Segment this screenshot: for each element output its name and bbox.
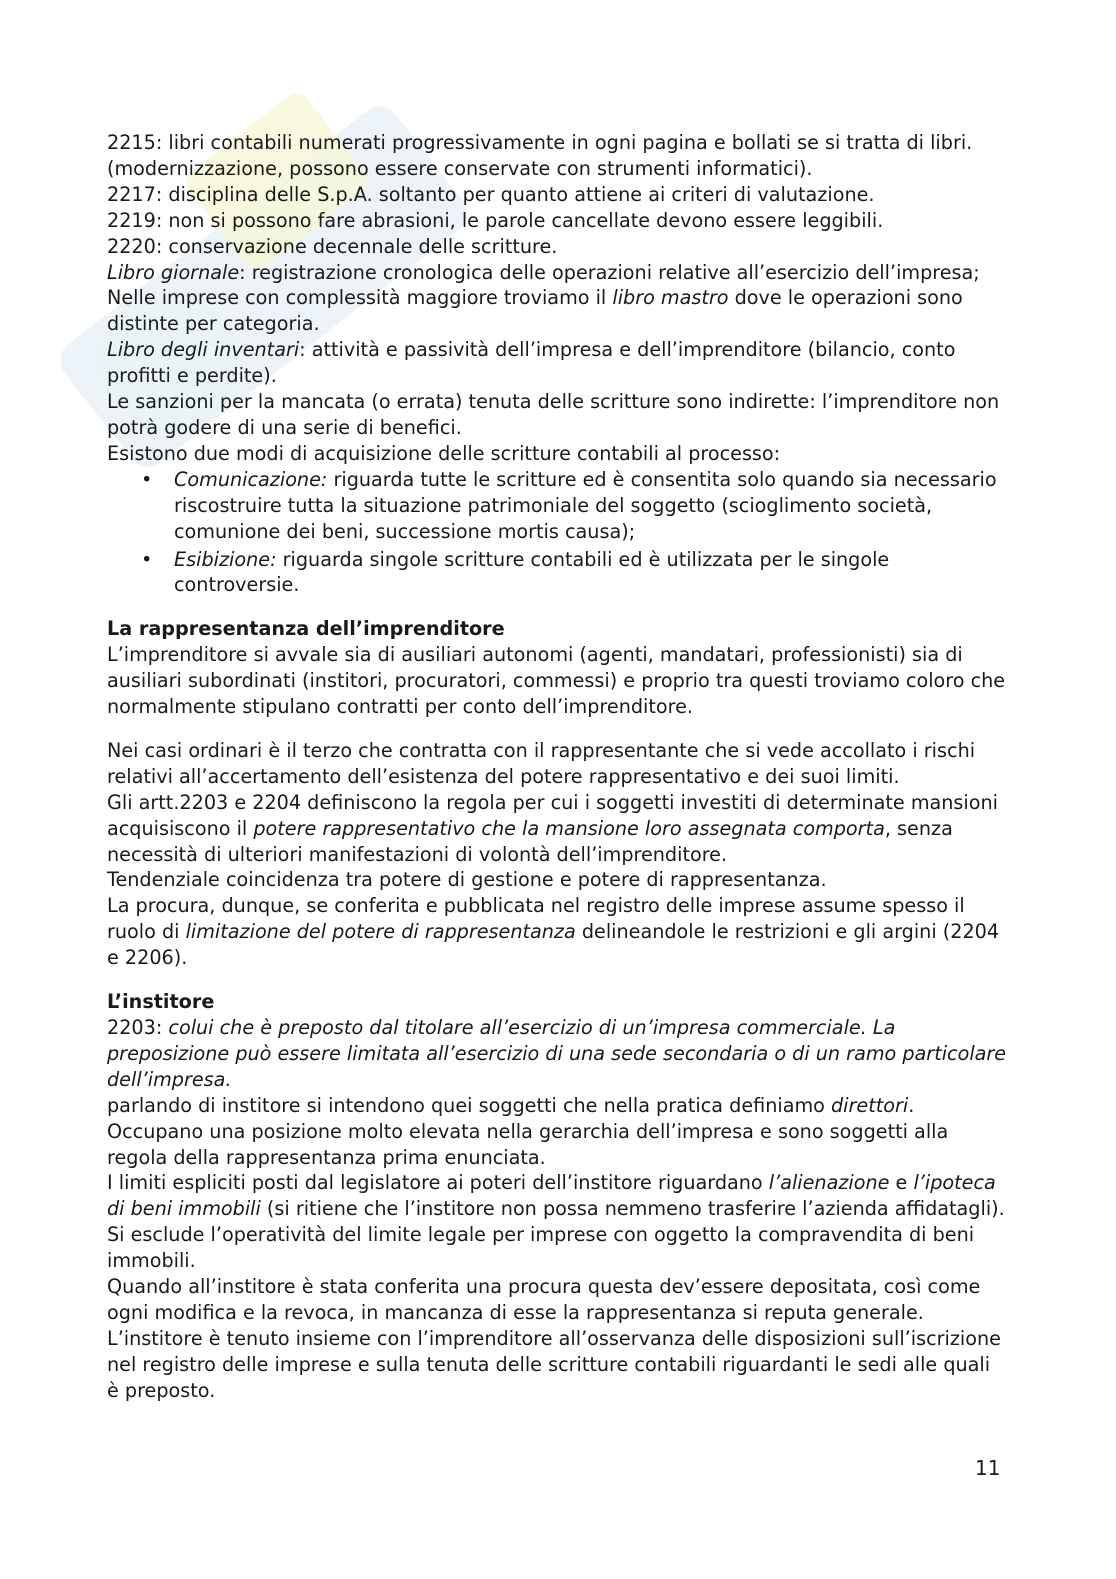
para-2217: 2217: disciplina delle S.p.A. soltanto per quanto attiene ai criteri di valutazione. bbox=[107, 182, 875, 206]
term-libro-inventari: Libro degli inventari bbox=[107, 338, 300, 362]
para-direttori: parlando di institore si intendono quei soggetti che nella pratica definiamo direttori. bbox=[107, 1093, 915, 1117]
list-item: • Comunicazione: riguarda tutte le scritture ed è consentita solo quando sia necessario riscostruire tutta la situazione patrimoniale del soggetto (scioglimento società, comunione dei beni, successione mortis causa); bbox=[141, 467, 997, 543]
para-acquisizione: Esistono due modi di acquisizione delle scritture contabili al processo: bbox=[107, 441, 781, 465]
para-2203: 2203: colui che è preposto dal titolare all’esercizio di un’impresa commerciale. La preposizione può essere limitata all’esercizio di una sede secondaria o di un ramo particolare dell’impresa. bbox=[107, 1016, 1007, 1091]
para-2219: 2219: non si possono fare abrasioni, le parole cancellate devono essere leggibili. bbox=[107, 208, 884, 232]
para-2220: 2220: conservazione decennale delle scritture. bbox=[107, 234, 558, 258]
para-coincidenza: Tendenziale coincidenza tra potere di gestione e potere di rappresentanza. bbox=[107, 868, 827, 892]
para-limiti: I limiti espliciti posti dal legislatore ai poteri dell’institore riguardano l’alienazione e l’ipoteca di beni immobili (si ritiene che l’institore non possa nemmeno trasferire l’azienda affidatagli). Si esclude l’operatività del limite legale per imprese con oggetto la compravendita di beni immobili. bbox=[107, 1171, 1005, 1273]
para-procura: La procura, dunque, se conferita e pubblicata nel registro delle imprese assume spesso il ruolo di limitazione del potere di rappresentanza delineandole le restrizioni e gli argini (2204 e 2206). bbox=[107, 894, 1000, 970]
para-2215: 2215: libri contabili numerati progressivamente in ogni pagina e bollati se si tratta di libri. (modernizzazione, possono essere conservate con strumenti informatici). bbox=[107, 131, 973, 180]
para-libro-giornale: Libro giornale: registrazione cronologica delle operazioni relative all’esercizio dell’impresa; Nelle imprese con complessità maggiore troviamo il libro mastro dove le operazioni sono distinte per categoria. bbox=[107, 260, 980, 336]
heading-institore: L’institore bbox=[107, 990, 215, 1014]
para-procura-depositata: Quando all’institore è stata conferita una procura questa dev’essere depositata, così come ogni modifica e la revoca, in mancanza di esse la rappresentanza si reputa generale. L’institore è tenuto insieme con l’imprenditore all’osservanza delle disposizioni sull’iscrizione nel registro delle imprese e sulla tenuta delle scritture contabili riguardanti le sedi alle quali è preposto. bbox=[107, 1275, 1001, 1402]
para-casi-ordinari: Nei casi ordinari è il terzo che contratta con il rappresentante che si vede accollato i rischi relativi all’accertamento dell’esistenza del potere rappresentativo e dei suoi limiti. bbox=[107, 738, 976, 788]
bullet-icon: • bbox=[141, 547, 153, 571]
para-artt: Gli artt.2203 e 2204 definiscono la regola per cui i soggetti investiti di determinate mansioni acquisiscono il potere rappresentativo che la mansione loro assegnata comporta, senza necessità di ulteriori manifestazioni di volontà dell’imprenditore. bbox=[107, 790, 998, 866]
term-comunicazione: Comunicazione: bbox=[174, 467, 328, 491]
page-number: 11 bbox=[975, 1456, 1001, 1480]
term-esibizione: Esibizione: bbox=[174, 547, 277, 571]
list-item: • Esibizione: riguarda singole scritture contabili ed è utilizzata per le singole controversie. bbox=[141, 547, 890, 597]
document-page bbox=[107, 130, 1007, 1404]
para-ausiliari: L’imprenditore si avvale sia di ausiliari autonomi (agenti, mandatari, professionisti) sia di ausiliari subordinati (institori, procuratori, commessi) e proprio tra questi troviamo coloro che normalmente stipulano contratti per conto dell’imprenditore. bbox=[107, 643, 1006, 719]
para-posizione: Occupano una posizione molto elevata nella gerarchia dell’impresa e sono soggetti alla regola della rappresentanza prima enunciata. bbox=[107, 1119, 949, 1169]
bullet-icon: • bbox=[141, 467, 153, 491]
bullet-list bbox=[107, 467, 1007, 599]
term-libro-mastro: libro mastro bbox=[612, 286, 729, 310]
heading-rappresentanza: La rappresentanza dell’imprenditore bbox=[107, 617, 505, 641]
term-libro-giornale: Libro giornale bbox=[107, 260, 240, 284]
para-sanzioni: Le sanzioni per la mancata (o errata) tenuta delle scritture sono indirette: l’imprenditore non potrà godere di una serie di benefici. bbox=[107, 390, 1000, 439]
para-libro-inventari: Libro degli inventari: attività e passività dell’impresa e dell’imprenditore (bilancio, conto profitti e perdite). bbox=[107, 338, 956, 388]
